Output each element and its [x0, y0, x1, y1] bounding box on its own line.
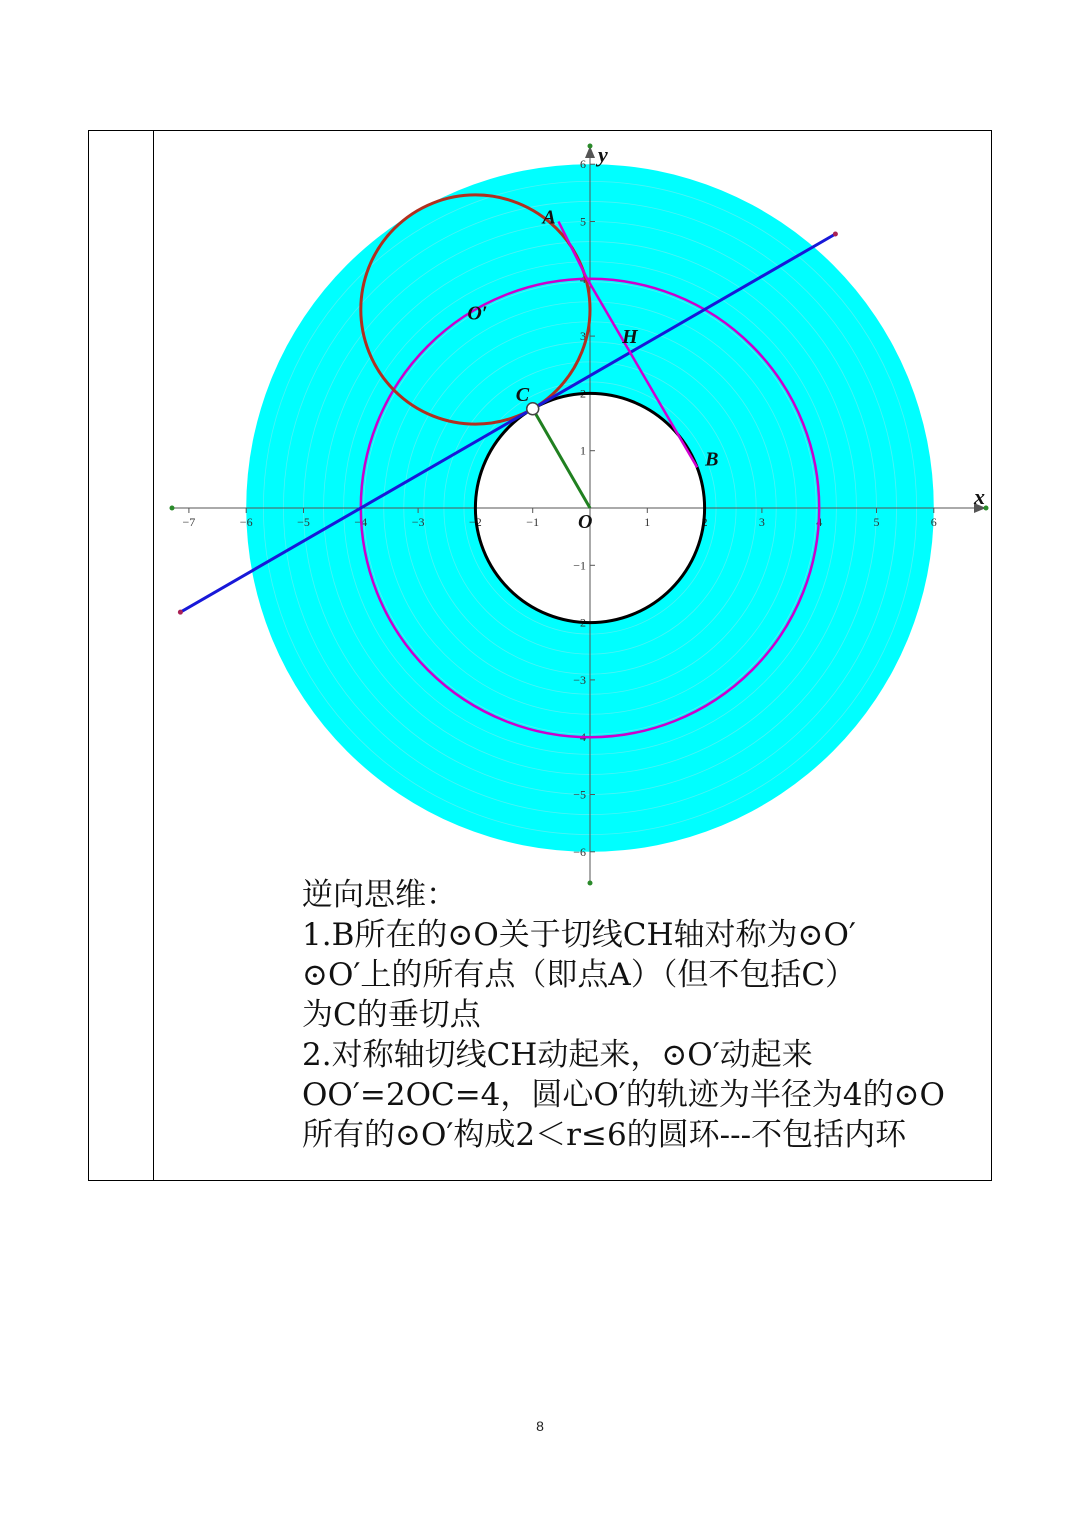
label-point-C: C — [515, 383, 530, 406]
notes-line-5: 2.对称轴切线CH动起来，⊙O′动起来 — [302, 1037, 813, 1073]
y-tick-label: 1 — [580, 443, 586, 458]
x-tick-label: −2 — [469, 515, 482, 529]
y-tick-label: −5 — [573, 787, 586, 802]
y-tick-label: −2 — [573, 615, 586, 630]
x-tick-label: 4 — [816, 515, 823, 529]
tangent-endpoint-dot — [178, 610, 183, 615]
x-tick-label: −4 — [354, 515, 368, 529]
y-tick-label: −6 — [573, 844, 586, 859]
x-tick-label: −5 — [297, 515, 310, 529]
x-tick-label: 6 — [930, 515, 937, 529]
y-tick-label: 6 — [580, 157, 586, 172]
x-tick-label: 3 — [758, 515, 765, 529]
notes-line-7: 所有的⊙O′构成2＜r≤6的圆环---不包括内环 — [302, 1117, 907, 1153]
reasoning-notes — [302, 875, 982, 1155]
label-point-H: H — [622, 325, 638, 348]
notes-line-4: 为C的垂切点 — [302, 997, 481, 1033]
y-tick-label: −4 — [573, 730, 586, 745]
x-tick-label: −3 — [411, 515, 425, 529]
y-axis-label: y — [598, 142, 608, 167]
x-tick-label: −7 — [182, 515, 196, 529]
y-tick-label: −3 — [573, 672, 586, 687]
notes-line-1: 逆向思维： — [302, 877, 457, 913]
notes-line-3: ⊙O′上的所有点（即点A）（但不包括C） — [302, 957, 857, 993]
y-tick-label: 5 — [580, 214, 586, 229]
x-tick-label: −6 — [239, 515, 253, 529]
y-tick-label: −1 — [573, 558, 586, 573]
y-tick-label: 3 — [580, 329, 586, 344]
axis-endpoint-dot — [588, 144, 593, 149]
y-tick-label: 4 — [580, 271, 586, 286]
label-point-B: B — [705, 448, 719, 471]
page-number: 8 — [536, 1418, 544, 1434]
label-center-O-prime: O′ — [467, 302, 488, 325]
label-point-A: A — [542, 206, 556, 229]
x-axis-label: x — [974, 484, 985, 509]
x-tick-label: 2 — [701, 515, 708, 529]
axis-endpoint-dot — [170, 506, 175, 511]
label-origin-O: O — [578, 511, 593, 533]
notes-line-2: 1.B所在的⊙O关于切线CH轴对称为⊙O′ — [302, 917, 856, 953]
x-tick-label: 5 — [873, 515, 880, 529]
x-tick-label: −1 — [526, 515, 540, 529]
tangent-endpoint-dot — [833, 231, 838, 236]
notes-line-6: OO′=2OC=4，圆心O′的轨迹为半径为4的⊙O — [302, 1077, 945, 1113]
y-tick-label: 2 — [580, 386, 586, 401]
x-tick-label: 1 — [644, 515, 651, 529]
